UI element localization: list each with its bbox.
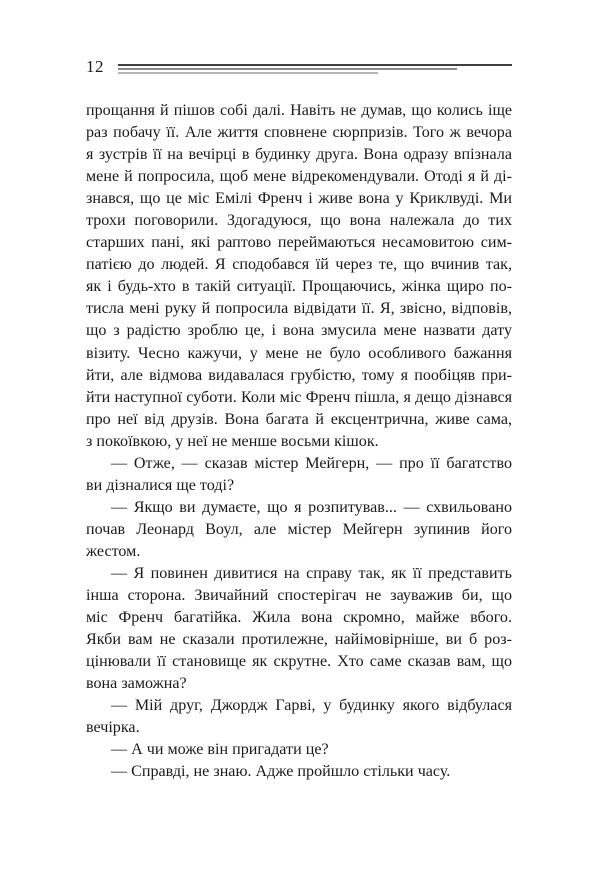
text-line: старших пані, які раптово переймаються несамовитою сим- (86, 234, 512, 252)
paragraph (86, 453, 512, 497)
text-line: з покоївкою, у неї не менше восьми кішок. (86, 432, 379, 450)
body-text (86, 100, 512, 783)
text-line: почав Леонард Воул, але містер Мейгерн зупинив його (86, 520, 512, 538)
header-rule-group (118, 57, 512, 76)
text-line: цінювали її становище як скрутне. Хто саме сказав вам, що (86, 653, 512, 671)
page-number: 12 (86, 57, 104, 76)
text-line: — Якщо ви думаєте, що я розпитував... — схвильовано (111, 498, 512, 516)
paragraph (86, 100, 512, 453)
running-head (86, 57, 512, 87)
text-line: жестом. (86, 542, 141, 560)
text-line: візиту. Чесно кажучи, у мене не було особливого бажання (86, 344, 512, 362)
text-line: йти, але відмова видавалася грубістю, тому я пообіцяв при- (86, 366, 512, 384)
paragraph (86, 563, 512, 695)
text-line: вона заможна? (86, 675, 187, 693)
text-line: — Я повинен дивитися на справу так, як її представить (111, 564, 512, 582)
text-line: вечірка. (86, 719, 140, 737)
text-line: — А чи може він пригадати це? (111, 741, 329, 759)
header-rule-middle (118, 68, 457, 70)
text-line: ви дізналися ще тоді? (86, 476, 235, 494)
text-line: інша сторона. Звичайний спостерігач не зауважив би, що (86, 587, 512, 605)
text-line: — Отже, — сказав містер Мейгерн, — про її багатство (111, 454, 512, 472)
paragraph (86, 497, 512, 563)
paragraph (86, 695, 512, 739)
text-line: тисла мені руку й попросила відвідати її. Я, звісно, відповів, (86, 300, 512, 318)
text-line: патією до людей. Я сподобався їй через те, що вчинив так, (86, 256, 512, 274)
text-line: я зустрів її на вечірці в будинку друга. Вона одразу впізнала (86, 146, 512, 164)
text-line: раз побачу її. Але життя сповнене сюрпризів. Того ж вечора (86, 124, 512, 142)
header-rule-bottom (118, 72, 378, 74)
text-line: як і будь-хто в такій ситуації. Прощаючись, жінка щиро по- (86, 278, 512, 296)
header-rule-top (118, 64, 512, 66)
text-line: Якби вам не сказали протилежне, найімовірніше, ви б роз- (86, 631, 512, 649)
text-line: знався, що це міс Емілі Френч і живе вона у Криклвуді. Ми (86, 190, 512, 208)
text-line: що з радістю зроблю це, і вона змусила мене назвати дату (86, 322, 512, 340)
text-line: — Справді, не знаю. Адже пройшло стільки часу. (111, 763, 451, 781)
text-line: — Мій друг, Джордж Гарві, у будинку якого відбулася (111, 697, 512, 715)
paragraph (86, 761, 512, 783)
text-line: йти наступної суботи. Коли міс Френч пішла, я дещо дізнався (86, 388, 512, 406)
text-line: про неї від друзів. Вона багата й ексцентрична, живе сама, (86, 410, 512, 428)
text-line: трохи поговорили. Здогадуюся, що вона належала до тих (86, 212, 512, 230)
text-line: мене й попросила, щоб мене відрекомендували. Отоді я й ді- (86, 168, 512, 186)
paragraph (86, 739, 512, 761)
text-line: прощання й пішов собі далі. Навіть не думав, що колись іще (86, 102, 512, 119)
text-line: міс Френч багатійка. Жила вона скромно, майже вбого. (86, 609, 512, 627)
